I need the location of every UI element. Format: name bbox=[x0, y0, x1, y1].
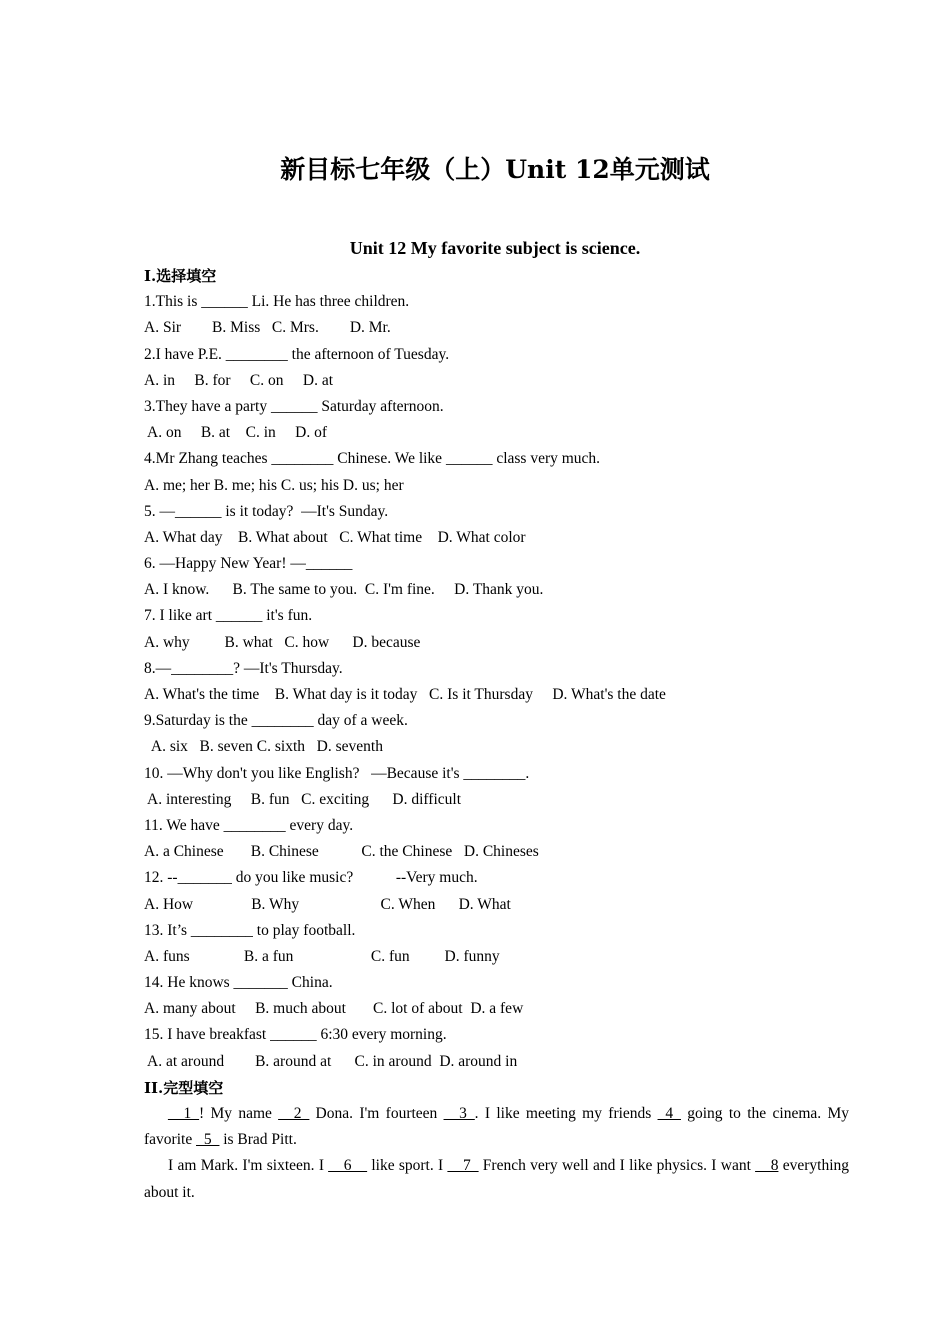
cloze-text: . I like meeting my friends bbox=[474, 1105, 658, 1122]
question-5-options: A. What day B. What about C. What time D. What color bbox=[144, 528, 526, 546]
cloze-text: going to the cinema. My favorite bbox=[144, 1105, 849, 1149]
cloze-blank: __7_ bbox=[447, 1157, 479, 1175]
question-6: 6. —Happy New Year! —______ bbox=[144, 555, 353, 573]
question-9-options: A. six B. seven C. sixth D. seventh bbox=[144, 738, 383, 756]
question-11: 11. We have ________ every day. bbox=[144, 816, 354, 834]
question-7: 7. I like art ______ it's fun. bbox=[144, 607, 313, 625]
test-content bbox=[144, 263, 849, 1206]
question-9: 9.Saturday is the ________ day of a week. bbox=[144, 712, 408, 730]
cloze-paragraph-1 bbox=[144, 1101, 849, 1153]
question-10: 10. —Why don't you like English? —Because it's ________. bbox=[144, 764, 530, 782]
question-8: 8.—________? —It's Thursday. bbox=[144, 659, 343, 677]
cloze-text: French very well and I like physics. I want bbox=[478, 1157, 756, 1175]
question-7-options: A. why B. what C. how D. because bbox=[144, 633, 421, 651]
question-3: 3.They have a party ______ Saturday afternoon. bbox=[144, 397, 444, 415]
cloze-text: like sport. I bbox=[367, 1157, 448, 1175]
question-14: 14. He knows _______ China. bbox=[144, 974, 333, 992]
question-12-options: A. How B. Why C. When D. What bbox=[144, 895, 511, 913]
cloze-blank: __8 bbox=[755, 1157, 779, 1175]
question-2-options: A. in B. for C. on D. at bbox=[144, 371, 334, 389]
cloze-text: Dona. I'm fourteen bbox=[309, 1105, 444, 1122]
question-10-options: A. interesting B. fun C. exciting D. difficult bbox=[144, 790, 462, 808]
cloze-blank: __6__ bbox=[328, 1157, 368, 1175]
question-4-options: A. me; her B. me; his C. us; his D. us; her bbox=[144, 476, 404, 494]
question-5: 5. —______ is it today? —It's Sunday. bbox=[144, 502, 389, 520]
question-1-options: A. Sir B. Miss C. Mrs. D. Mr. bbox=[144, 319, 391, 337]
cloze-blank: __2_ bbox=[278, 1105, 310, 1122]
question-13: 13. It’s ________ to play football. bbox=[144, 921, 356, 939]
question-12: 12. --_______ do you like music? --Very much. bbox=[144, 869, 478, 887]
page-title: 新目标七年级（上）Unit 12单元测试 bbox=[280, 155, 710, 184]
cloze-paragraph-2 bbox=[144, 1153, 849, 1205]
cloze-text: ! My name bbox=[199, 1105, 279, 1122]
cloze-blank: __3_ bbox=[443, 1105, 475, 1122]
question-2: 2.I have P.E. ________ the afternoon of Tuesday. bbox=[144, 345, 450, 363]
section-1-heading: Ⅰ.选择填空 bbox=[144, 267, 217, 285]
question-15: 15. I have breakfast ______ 6:30 every morning. bbox=[144, 1026, 447, 1044]
cloze-blank: _5_ bbox=[196, 1131, 220, 1149]
question-6-options: A. I know. B. The same to you. C. I'm fine. D. Thank you. bbox=[144, 581, 544, 599]
question-list bbox=[144, 289, 849, 1075]
question-14-options: A. many about B. much about C. lot of about D. a few bbox=[144, 1000, 524, 1018]
cloze-blank: _4_ bbox=[657, 1105, 681, 1122]
question-1: 1.This is ______ Li. He has three children. bbox=[144, 293, 410, 311]
section-2-heading: II.完型填空 bbox=[144, 1078, 224, 1097]
cloze-text: everything about it. bbox=[144, 1157, 850, 1201]
cloze-text: I am Mark. I'm sixteen. I bbox=[168, 1157, 329, 1175]
question-15-options: A. at around B. around at C. in around D. around in bbox=[144, 1052, 518, 1070]
question-4: 4.Mr Zhang teaches ________ Chinese. We like ______ class very much. bbox=[144, 450, 601, 468]
question-3-options: A. on B. at C. in D. of bbox=[144, 424, 327, 442]
question-8-options: A. What's the time B. What day is it today C. Is it Thursday D. What's the date bbox=[144, 686, 666, 703]
question-13-options: A. funs B. a fun C. fun D. funny bbox=[144, 947, 500, 965]
cloze-text: is Brad Pitt. bbox=[219, 1131, 297, 1149]
cloze-blank: __1_ bbox=[168, 1105, 199, 1122]
question-11-options: A. a Chinese B. Chinese C. the Chinese D. Chineses bbox=[144, 843, 539, 861]
unit-subtitle: Unit 12 My favorite subject is science. bbox=[349, 238, 641, 258]
